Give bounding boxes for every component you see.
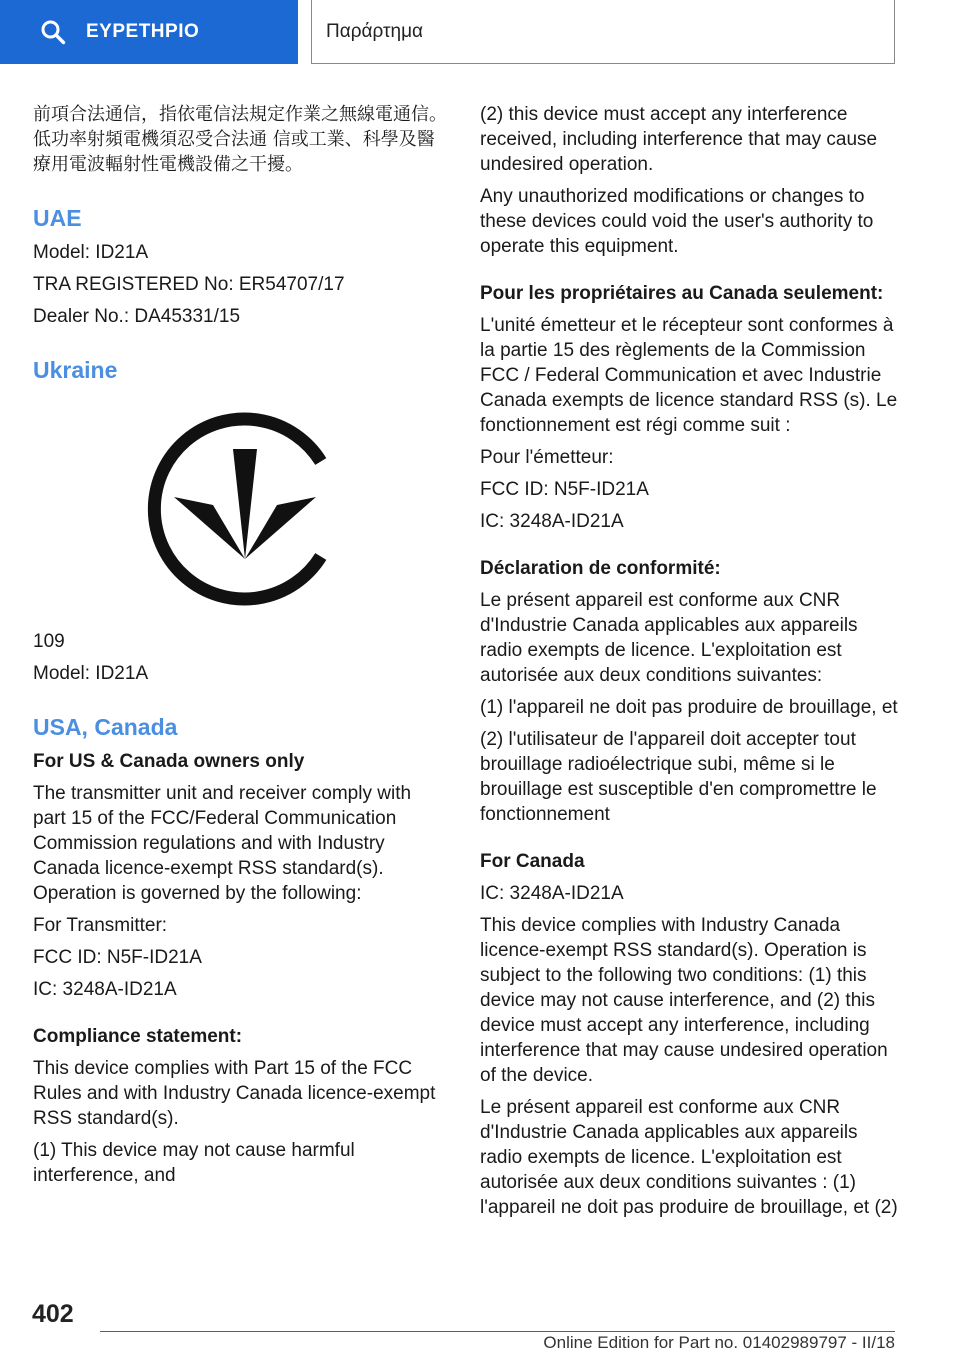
compliance-heading: Compliance statement:	[33, 1026, 243, 1047]
interference-paragraph: (2) this device must accept any interference received, including interference that may cause undesired operation.	[480, 104, 878, 175]
usa-paragraph: The transmitter unit and receiver comply with part 15 of the FCC/Federal Communication Commission regulations and with Industry Canada licence-exempt RSS standard(s). Operation is governed by the following:	[33, 783, 412, 904]
declaration-condition-2: (2) l'utilisateur de l'appareil doit accepter tout brouillage radioélectrique subi, même si le brouillage est susceptible d'en compromettre le fonctionnement	[480, 729, 877, 825]
index-search-button[interactable]	[0, 0, 298, 64]
footer-edition: Online Edition for Part no. 01402989797 - II/18	[543, 1333, 895, 1352]
search-icon	[40, 19, 66, 45]
for-canada-ic-number: IC: 3248A-ID21A	[480, 883, 624, 904]
usa-fcc-id: FCC ID: N5F-ID21A	[33, 947, 202, 968]
compliance-condition-1: (1) This device may not cause harmful interference, and	[33, 1140, 355, 1186]
uae-model: Model: ID21A	[33, 242, 149, 263]
declaration-condition-1: (1) l'appareil ne doit pas produire de brouillage, et	[480, 697, 898, 718]
modifications-paragraph: Any unauthorized modifications or changes to these devices could void the user's authority to operate this equipment.	[480, 186, 874, 257]
for-canada-fr-paragraph: Le présent appareil est conforme aux CNR d'Industrie Canada applicables aux appareils radio exempts de licence. L'exploitation est autorisée aux deux conditions suivantes : (1) l'appareil ne doit pas produire de brouillage, et (2)	[480, 1097, 898, 1218]
canada-owners-fr-heading: Pour les propriétaires au Canada seulement:	[480, 283, 884, 304]
right-column	[480, 102, 900, 1227]
page-number: 402	[32, 1300, 74, 1328]
index-search-label: ΕΥΡΕΤΗΡΙΟ	[86, 21, 200, 42]
canada-fr-paragraph: L'unité émetteur et le récepteur sont conformes à la partie 15 des règlements de la Commission FCC / Federal Communication et avec Industrie Canada exempts de licence standard RSS (s). Le fonctionnement est régi comme suit :	[480, 315, 898, 436]
left-column	[33, 102, 448, 1195]
section-title-tab[interactable]	[311, 0, 895, 64]
footer-divider	[100, 1331, 895, 1332]
top-bar	[0, 0, 960, 66]
compliance-paragraph: This device complies with Part 15 of the FCC Rules and with Industry Canada licence-exempt RSS standard(s).	[33, 1058, 436, 1129]
taiwan-ncc-text: 前項合法通信，指依電信法規定作業之無線電通信。低功率射頻電機須忍受合法通 信或工業、科學及醫療用電波輻射性電機設備之干擾。	[33, 104, 447, 175]
us-canada-owners-heading: For US & Canada owners only	[33, 751, 305, 772]
ukraine-mark	[33, 406, 448, 611]
heading-usa-canada: USA, Canada	[33, 714, 178, 740]
canada-fr-fcc-id: FCC ID: N5F-ID21A	[480, 479, 649, 500]
canada-fr-ic-number: IC: 3248A-ID21A	[480, 511, 624, 532]
uae-dealer-number: Dealer No.: DA45331/15	[33, 306, 241, 327]
ukraine-conformity-mark-icon	[141, 409, 341, 609]
heading-ukraine: Ukraine	[33, 357, 118, 383]
declaration-heading: Déclaration de conformité:	[480, 558, 721, 579]
usa-for-transmitter: For Transmitter:	[33, 915, 168, 936]
heading-uae: UAE	[33, 205, 82, 231]
ukraine-model: Model: ID21A	[33, 663, 149, 684]
for-canada-heading: For Canada	[480, 851, 585, 872]
declaration-paragraph: Le présent appareil est conforme aux CNR d'Industrie Canada applicables aux appareils radio exempts de licence. L'exploitation est autorisée aux deux conditions suivantes:	[480, 590, 858, 686]
for-canada-paragraph: This device complies with Industry Canada licence-exempt RSS standard(s). Operation is subject to the following two conditions: (1) this device may not cause interference, and (2) this device must accept any interference, including interference that may cause undesired operation of the device.	[480, 915, 888, 1086]
usa-ic-number: IC: 3248A-ID21A	[33, 979, 177, 1000]
uae-tra-number: TRA REGISTERED No: ER54707/17	[33, 274, 345, 295]
canada-fr-emitter: Pour l'émetteur:	[480, 447, 614, 468]
section-title: Παράρτημα	[326, 20, 424, 42]
ukraine-code: 109	[33, 631, 65, 652]
